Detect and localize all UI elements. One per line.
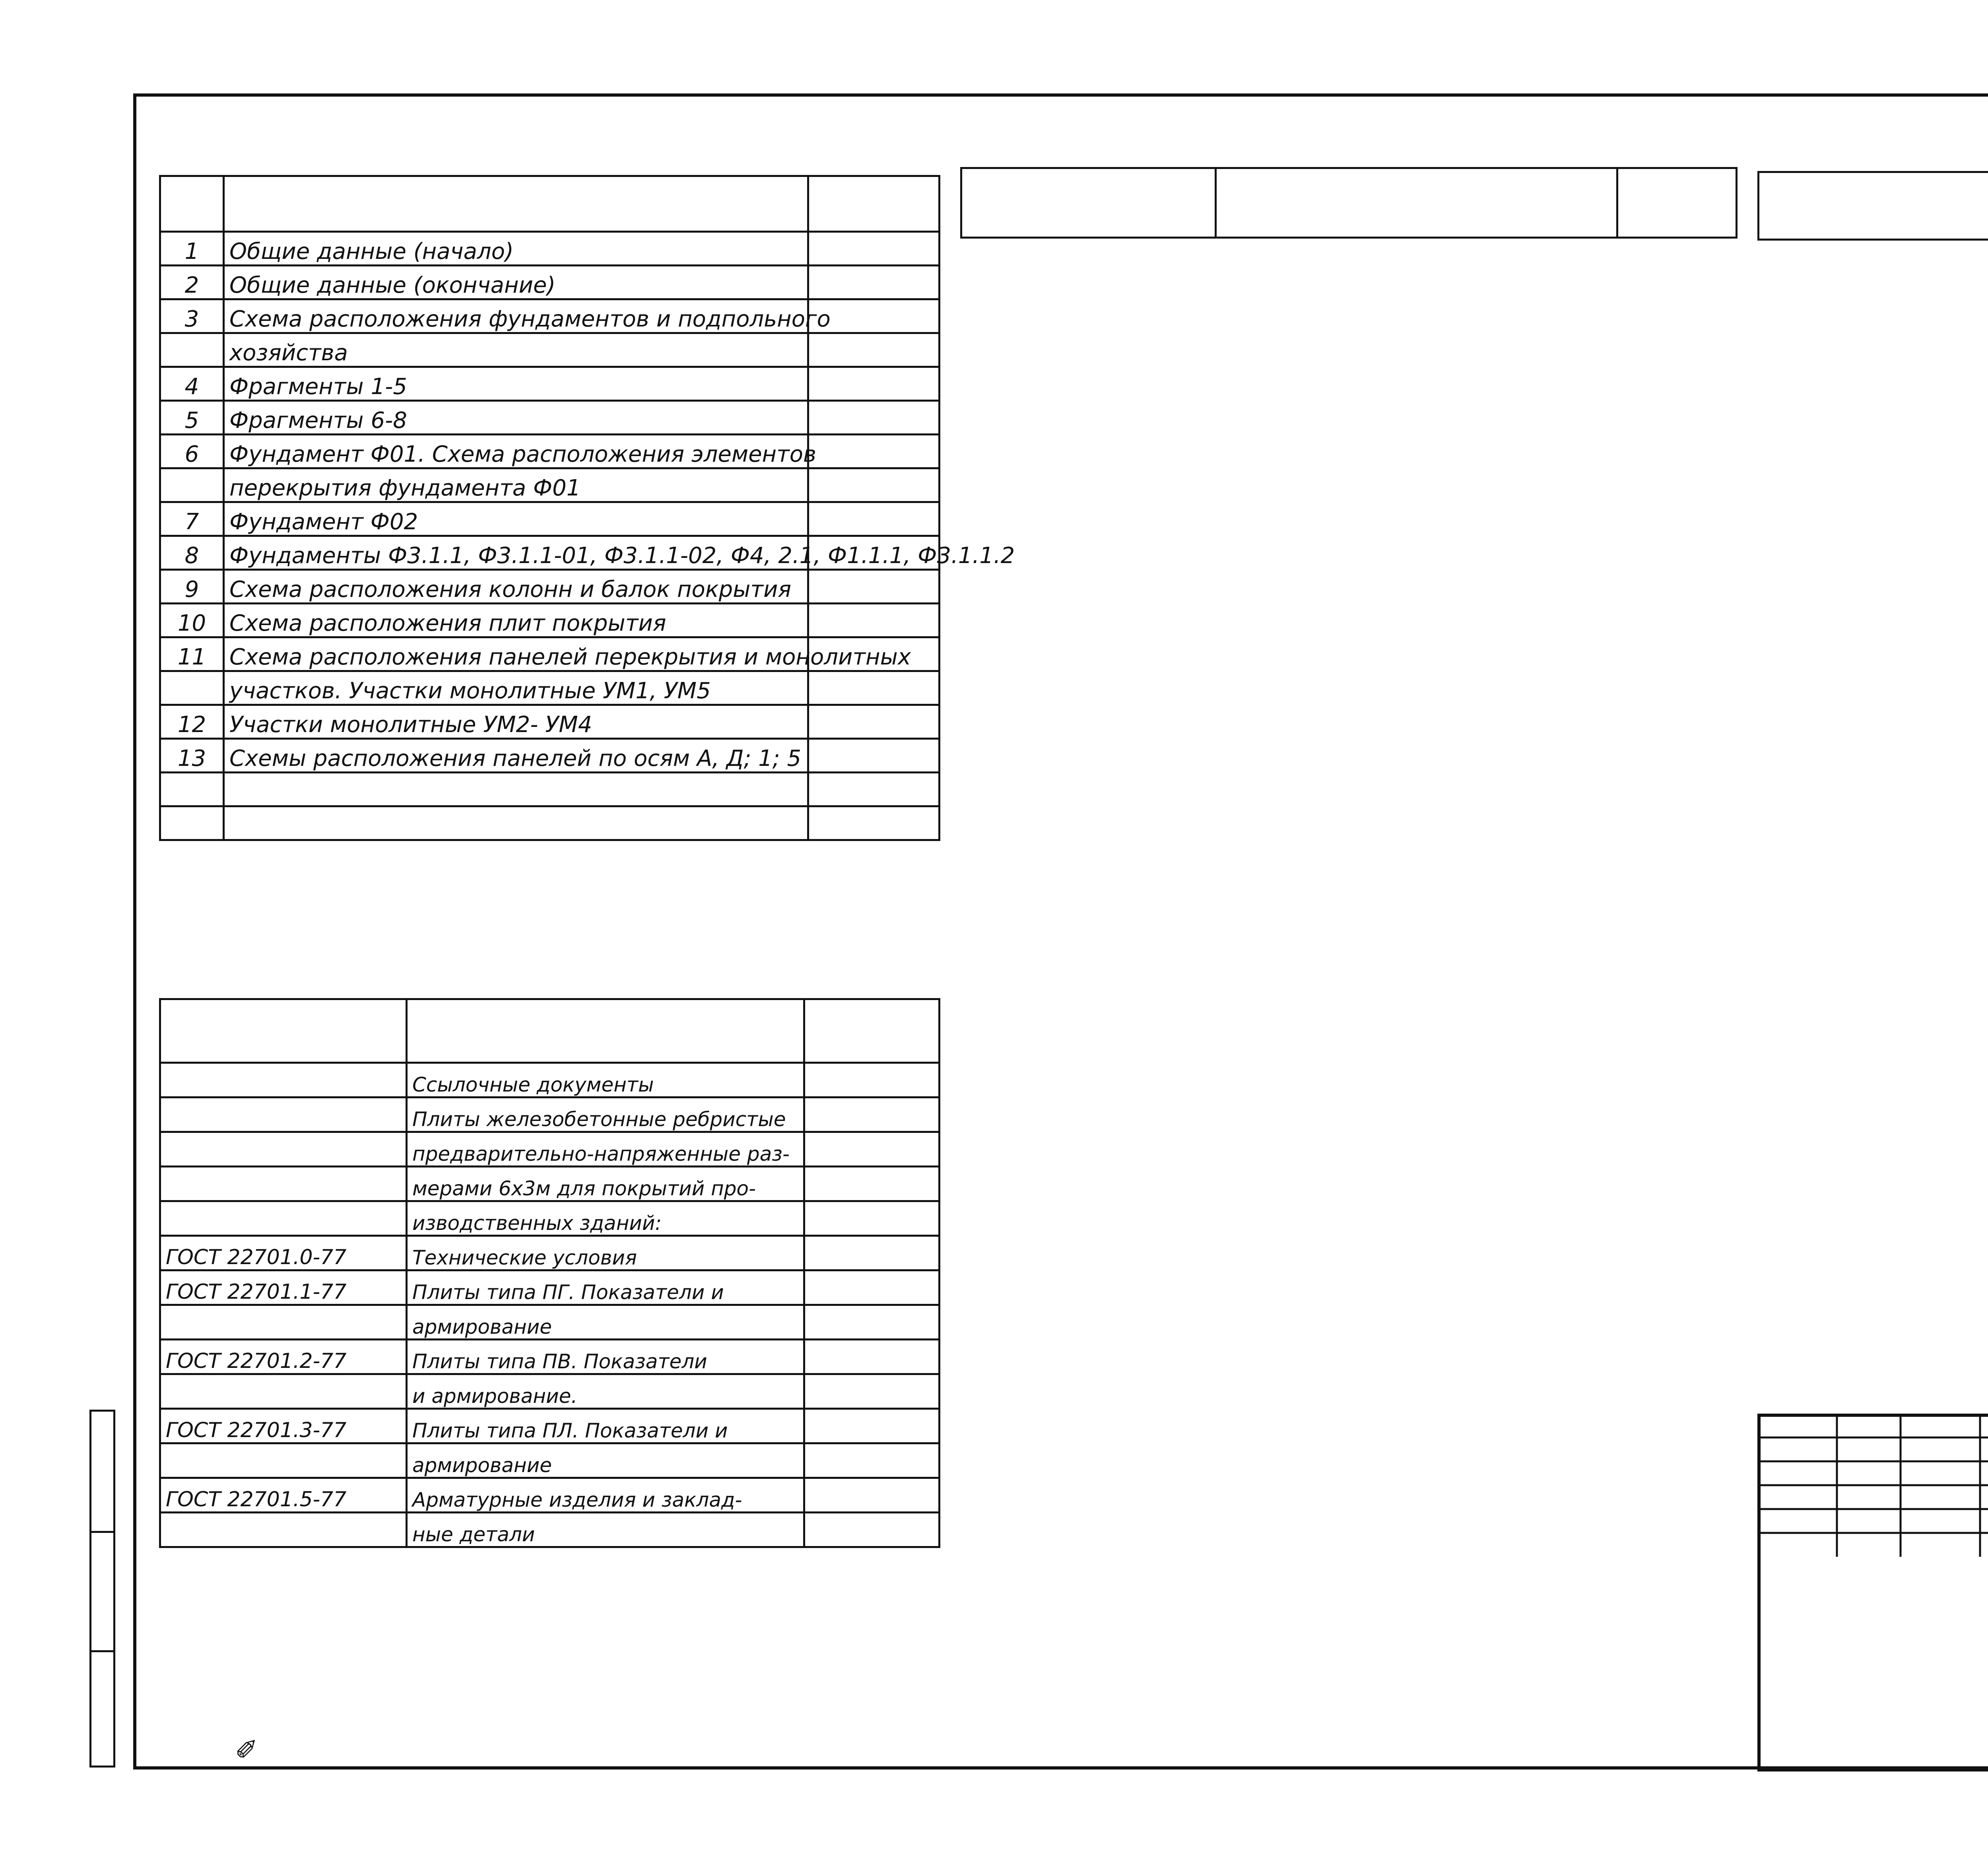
name-cell: изводственных зданий:: [407, 1201, 804, 1236]
col-note: [804, 999, 940, 1063]
note-cell: [808, 435, 940, 468]
table-row: [160, 1513, 940, 1547]
name-cell: Фундамент Ф01. Схема расположения элементов: [224, 435, 808, 468]
code-cell: [160, 1167, 407, 1201]
name-cell: Схема расположения плит покрытия: [224, 604, 808, 637]
table-row: [160, 705, 940, 739]
name-cell: Плиты типа ПВ. Показатели: [407, 1340, 804, 1374]
name-cell: предварительно-напряженные раз-: [407, 1132, 804, 1167]
name-cell: Схемы расположения панелей по осям А, Д; 1; 5: [224, 739, 808, 773]
sheet-cell: 2: [160, 266, 224, 299]
table-row: [160, 739, 940, 773]
name-cell: Схема расположения панелей перекрытия и монолитных: [224, 637, 808, 671]
code-cell: ГОСТ 22701.3-77: [160, 1409, 407, 1443]
name-cell: армирование: [407, 1443, 804, 1478]
name-cell: ные детали: [407, 1513, 804, 1547]
code-cell: ГОСТ 22701.5-77: [160, 1478, 407, 1513]
sheet-cell: 6: [160, 435, 224, 468]
table-row: [160, 536, 940, 570]
col-code: [160, 999, 407, 1063]
code-cell: ГОСТ 22701.1-77: [160, 1270, 407, 1305]
table-row: [160, 401, 940, 435]
note-cell: [808, 502, 940, 536]
ref-docs-table: [159, 998, 940, 1548]
table-row: [160, 299, 940, 333]
note-cell: [804, 1443, 940, 1478]
series-mid-table: [960, 167, 1738, 239]
note-cell: [804, 1409, 940, 1443]
note-cell: [808, 671, 940, 705]
name-cell: Общие данные (начало): [224, 232, 808, 266]
note-cell: [808, 401, 940, 435]
col-note: [808, 176, 940, 232]
note-cell: [804, 1270, 940, 1305]
title-grid-upper: [1757, 1414, 1988, 1557]
note-cell: [804, 1097, 940, 1132]
note-cell: [808, 773, 940, 806]
note-cell: [808, 367, 940, 401]
sheet-cell: 1: [160, 232, 224, 266]
table-row: [160, 604, 940, 637]
note-cell: [804, 1340, 940, 1374]
series-right-table: [1757, 171, 1988, 241]
code-cell: [160, 1201, 407, 1236]
note-cell: [804, 1132, 940, 1167]
note-cell: [808, 232, 940, 266]
table-row: [160, 1097, 940, 1132]
table-row: [160, 1409, 940, 1443]
name-cell: участков. Участки монолитные УМ1, УМ5: [224, 671, 808, 705]
code-cell: ГОСТ 22701.2-77: [160, 1340, 407, 1374]
table-row: [160, 1443, 940, 1478]
code-cell: [160, 1374, 407, 1409]
name-cell: Схема расположения фундаментов и подпольного: [224, 299, 808, 333]
code-cell: [160, 1132, 407, 1167]
table-row: [160, 1236, 940, 1270]
col-code: [1759, 172, 1988, 240]
table-row: [160, 806, 940, 840]
note-cell: [808, 333, 940, 367]
name-cell: Схема расположения колонн и балок покрытия: [224, 570, 808, 604]
note-cell: [808, 705, 940, 739]
sheet-cell: 8: [160, 536, 224, 570]
note-cell: [804, 1063, 940, 1097]
code-cell: [160, 1097, 407, 1132]
sheet-cell: 3: [160, 299, 224, 333]
table-row: [160, 1340, 940, 1374]
table-row: [160, 671, 940, 705]
col-name: [407, 999, 804, 1063]
sheet-cell: 4: [160, 367, 224, 401]
table-row: [160, 1478, 940, 1513]
name-cell: Плиты типа ПЛ. Показатели и: [407, 1409, 804, 1443]
note-cell: [804, 1305, 940, 1340]
sheet-cell: 9: [160, 570, 224, 604]
drawings-list-table: [159, 175, 1015, 841]
sheet-cell: 13: [160, 739, 224, 773]
binding-strip: [89, 1410, 115, 1768]
name-cell: Общие данные (окончание): [224, 266, 808, 299]
table-row: [160, 1305, 940, 1340]
code-cell: [160, 1305, 407, 1340]
table-row: [160, 1167, 940, 1201]
table-row: [160, 1132, 940, 1167]
table-row: [160, 468, 940, 502]
name-cell: Арматурные изделия и заклад-: [407, 1478, 804, 1513]
note-cell: [808, 266, 940, 299]
table-row: [160, 637, 940, 671]
col-code: [961, 168, 1216, 238]
name-cell: Технические условия: [407, 1236, 804, 1270]
table-row: [160, 266, 940, 299]
name-cell: [224, 806, 808, 840]
signature-mark-icon: ✐: [235, 1734, 258, 1766]
table-row: [160, 1063, 940, 1097]
table-row: [160, 367, 940, 401]
note-cell: [804, 1478, 940, 1513]
name-cell: мерами 6х3м для покрытий про-: [407, 1167, 804, 1201]
name-cell: армирование: [407, 1305, 804, 1340]
name-cell: Фундамент Ф02: [224, 502, 808, 536]
name-cell: Плиты типа ПГ. Показатели и: [407, 1270, 804, 1305]
name-cell: Фрагменты 6-8: [224, 401, 808, 435]
col-name: [1216, 168, 1617, 238]
sheet-cell: 12: [160, 705, 224, 739]
name-cell: перекрытия фундамента Ф01: [224, 468, 808, 502]
sheet-cell: 10: [160, 604, 224, 637]
table-row: [160, 333, 940, 367]
note-cell: [808, 739, 940, 773]
note-cell: [804, 1167, 940, 1201]
chief-engineer-signature: [207, 1734, 310, 1766]
name-cell: Фрагменты 1-5: [224, 367, 808, 401]
name-cell: Участки монолитные УМ2- УМ4: [224, 705, 808, 739]
table-row: [160, 773, 940, 806]
table-row: [160, 1270, 940, 1305]
name-cell: [224, 773, 808, 806]
note-cell: [808, 570, 940, 604]
table-row: [160, 232, 940, 266]
table-row: [160, 570, 940, 604]
code-cell: [160, 1063, 407, 1097]
col-note: [1617, 168, 1737, 238]
sheet-cell: [160, 671, 224, 705]
sheet-cell: 5: [160, 401, 224, 435]
name-cell: Плиты железобетонные ребристые: [407, 1097, 804, 1132]
sheet-cell: [160, 333, 224, 367]
col-sheet: [160, 176, 224, 232]
note-cell: [808, 806, 940, 840]
col-name: [224, 176, 808, 232]
table-row: [160, 1374, 940, 1409]
note-cell: [808, 468, 940, 502]
note-cell: [804, 1236, 940, 1270]
table-row: [160, 502, 940, 536]
sheet-cell: [160, 773, 224, 806]
name-cell: Ссылочные документы: [407, 1063, 804, 1097]
code-cell: ГОСТ 22701.0-77: [160, 1236, 407, 1270]
name-cell: Фундаменты Ф3.1.1, Ф3.1.1-01, Ф3.1.1-02, Ф4, 2.1, Ф1.1.1, Ф3.1.1.2: [224, 536, 808, 570]
sheet-cell: [160, 468, 224, 502]
table-row: [160, 435, 940, 468]
code-cell: [160, 1443, 407, 1478]
sheet-cell: [160, 806, 224, 840]
note-cell: [808, 604, 940, 637]
note-cell: [804, 1201, 940, 1236]
sheet-cell: 11: [160, 637, 224, 671]
sheet-cell: 7: [160, 502, 224, 536]
code-cell: [160, 1513, 407, 1547]
note-cell: [804, 1513, 940, 1547]
copied-by-line: [1920, 1775, 1988, 1803]
name-cell: хозяйства: [224, 333, 808, 367]
name-cell: и армирование.: [407, 1374, 804, 1409]
note-cell: [804, 1374, 940, 1409]
table-row: [160, 1201, 940, 1236]
